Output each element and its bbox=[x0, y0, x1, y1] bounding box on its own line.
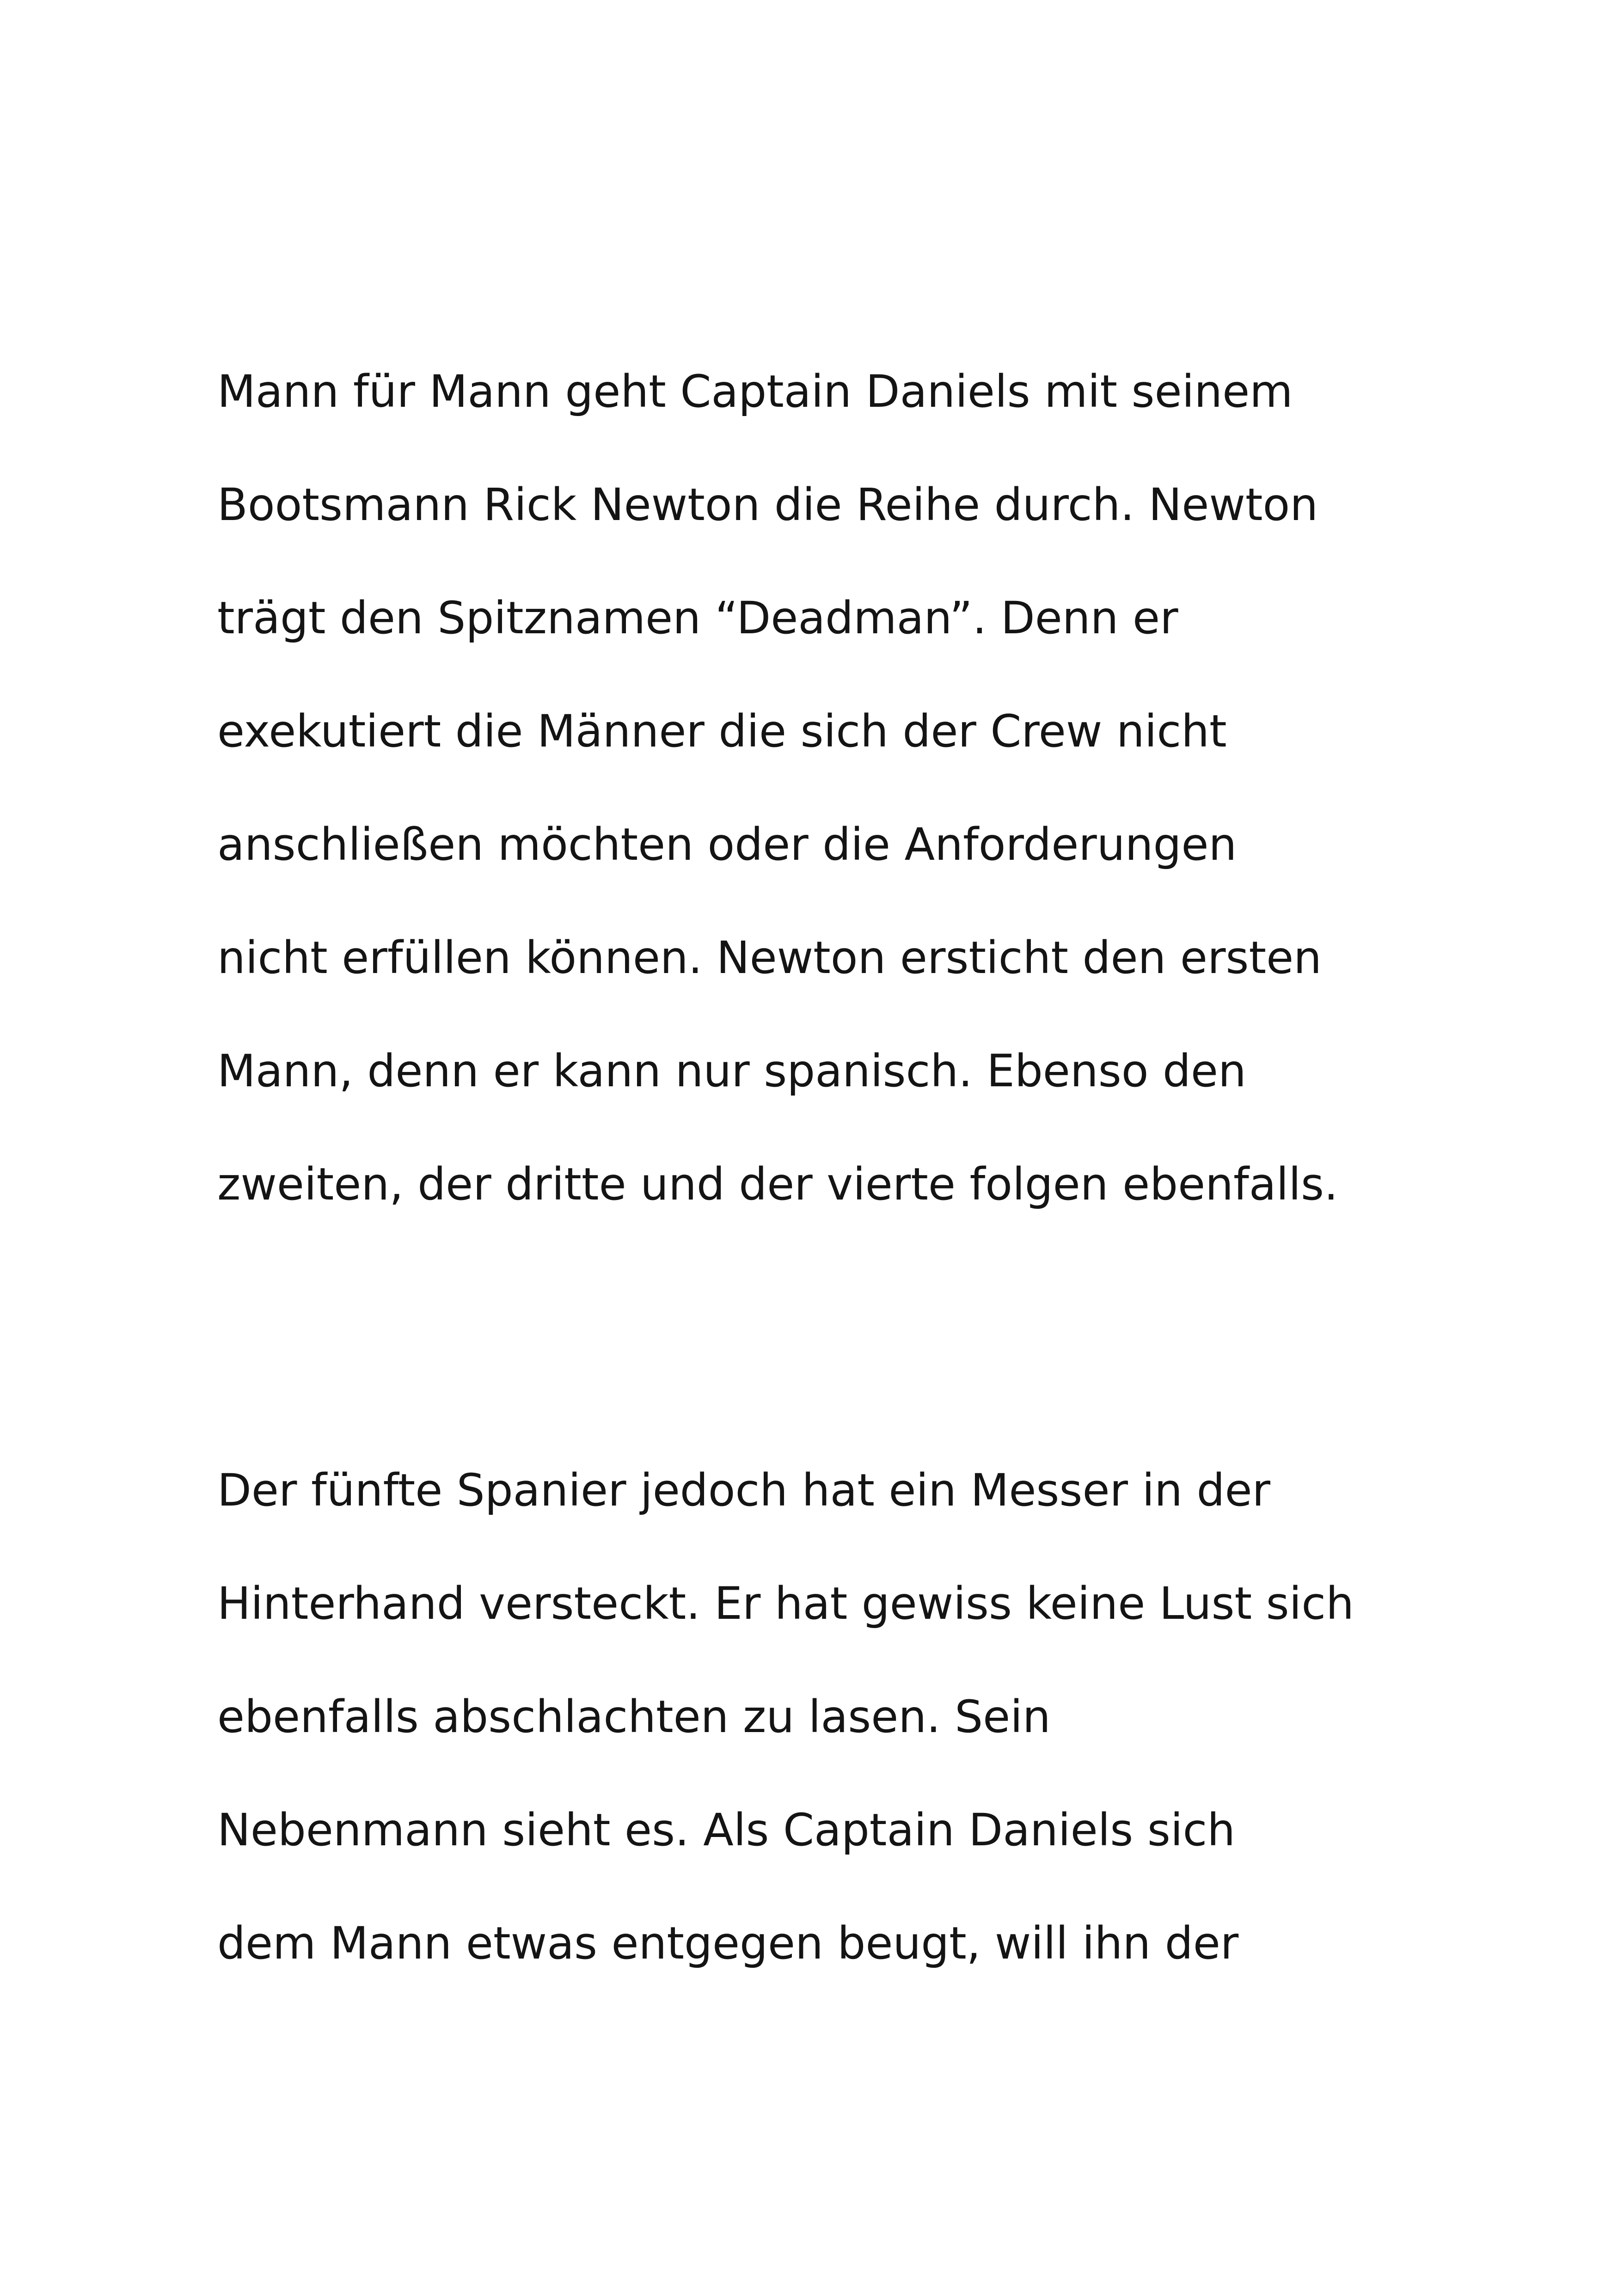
text-line: Bootsmann Rick Newton die Reihe durch. Newton bbox=[217, 479, 1318, 531]
text-line: exekutiert die Männer die sich der Crew nicht bbox=[217, 705, 1227, 757]
text-line: anschließen möchten oder die Anforderungen bbox=[217, 819, 1237, 870]
text-line: Mann, denn er kann nur spanisch. Ebenso den bbox=[217, 1045, 1246, 1097]
text-line: Hinterhand versteckt. Er hat gewiss keine Lust sich bbox=[217, 1578, 1354, 1629]
text-line: ebenfalls abschlachten zu lasen. Sein bbox=[217, 1691, 1051, 1743]
text-line: Mann für Mann geht Captain Daniels mit seinem bbox=[217, 366, 1293, 417]
text-line: dem Mann etwas entgegen beugt, will ihn der bbox=[217, 1917, 1239, 1969]
text-line: nicht erfüllen können. Newton ersticht den ersten bbox=[217, 932, 1322, 984]
text-line: Nebenmann sieht es. Als Captain Daniels sich bbox=[217, 1804, 1236, 1856]
text-line: zweiten, der dritte und der vierte folgen ebenfalls. bbox=[217, 1158, 1338, 1210]
text-line: Der fünfte Spanier jedoch hat ein Messer in der bbox=[217, 1464, 1270, 1516]
text-line: trägt den Spitznamen “Deadman”. Denn er bbox=[217, 592, 1178, 644]
